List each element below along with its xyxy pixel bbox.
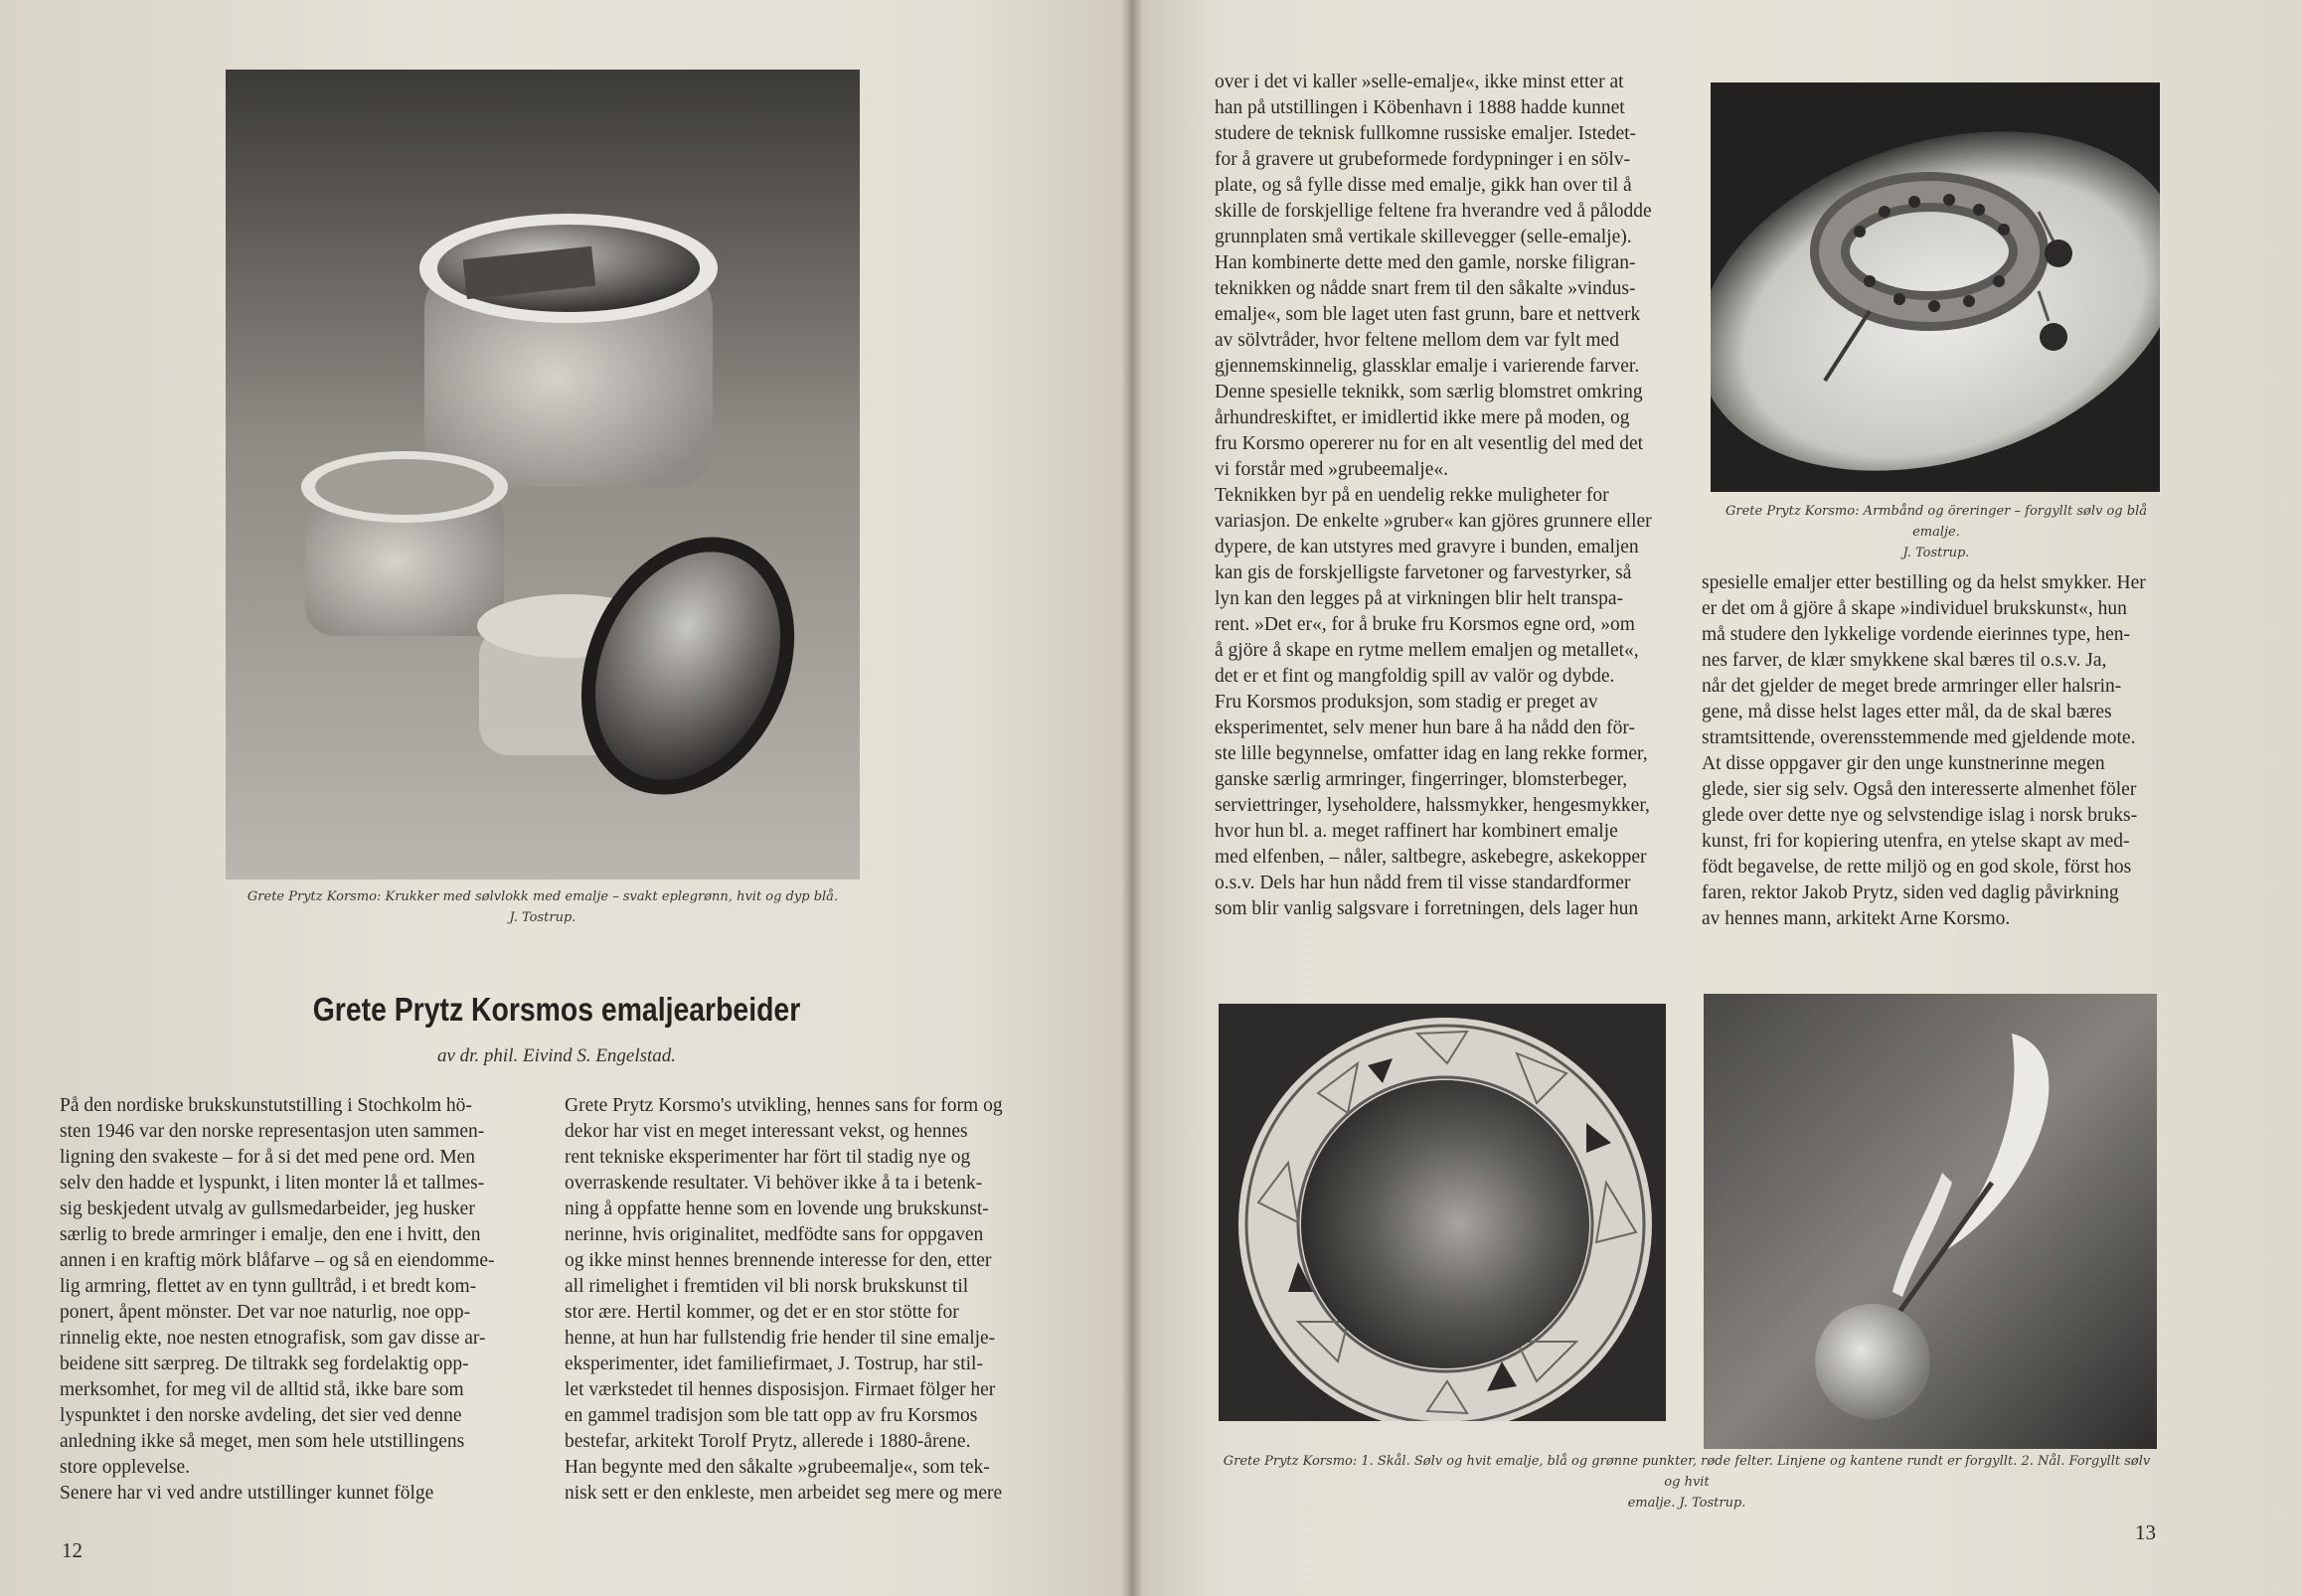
bracelet-illustration <box>1711 82 2160 492</box>
book-gutter <box>1121 0 1143 1596</box>
article-title: Grete Prytz Korsmos emaljearbeider <box>312 991 801 1028</box>
article-byline: av dr. phil. Eivind S. Engelstad. <box>436 1045 677 1066</box>
article-column-2: Grete Prytz Korsmo's utvikling, hennes sans for form og dekor har vist en meget interessant vekst, og hennes rent tekniske eksperimenter har fört til stadig nye og overraskende resultater. Vi behöver ikke å ta i betenk- ning å oppfatte henne som en lovende ung brukskunst- nerinne, hvis originalitet, medfödte sans for oppgaven og ikke minst hennes brennende interesse for den, etter all rimelighet i fremtiden vil bli norsk brukskunst til stor ære. Hertil kommer, og det er en stor stötte for henne, at hun har fullstendig frie hender til sine emalje- eksperimenter, idet familiefirmaet, J. Tostrup, har stil- let værkstedet til hennes disposisjon. Firmaet fölger her en gammel tradisjon som ble tatt opp av fru Korsmos bestefar, arkitekt Torolf Prytz, allerede i 1880-årene. Han begynte med den såkalte »grubeemalje«, som tek- nisk sett er den enkleste, men arbeidet seg mere og mere <box>565 1095 1003 1504</box>
article-column-4: spesielle emaljer etter bestilling og da helst smykker. Her er det om å gjöre å skape »individuel brukskunst«, hun må studere den lykkelige vordende eierinnes type, hen- nes farver, de klær smykkene skal bæres til o.s.v. Ja, når det gjelder de meget brede armringer eller halsrin- gene, må disse helst lages etter mål, da de skal bæres stramtsittende, overensstemmende med gjeldende mote. At disse oppgaver gir den unge kunstnerinne megen glede, sier sig selv. Også den interesserte almenhet föler glede over dette nye og selvstendige islag i norsk bruks- kunst, fri for kopiering utenfra, en ytelse skapt av med- födt begavelse, de rette miljö og en god skole, först hos faren, rektor Jakob Prytz, siden ved daglig påvirkning av hennes mann, arkitekt Arne Korsmo. <box>1702 572 2146 929</box>
photo-enamel-bowl <box>1219 1004 1666 1421</box>
bowl-illustration <box>1219 1004 1666 1421</box>
photo-bracelet-caption: Grete Prytz Korsmo: Armbånd og öreringer – forgyllt sølv og blå emalje. J. Tostrup. <box>1725 504 2147 560</box>
photo-jars-caption: Grete Prytz Korsmo: Krukker med sølvlokk med emalje – svakt eplegrønn, hvit og dyp blå. J. Tostrup. <box>247 889 839 925</box>
photo-enamel-jars <box>226 70 860 879</box>
photo-bracelet-earrings <box>1711 82 2160 492</box>
brooch-illustration <box>1704 994 2157 1449</box>
jars-illustration <box>226 70 860 879</box>
article-column-3: over i det vi kaller »selle-emalje«, ikke minst etter at han på utstillingen i Köbenhavn i 1888 hadde kunnet studere de teknisk fullkomne russiske emaljer. Istedet- for å gravere ut grubeformede fordypninger i en sölv- plate, og så fylle disse med emalje, gikk han over til å skille de forskjellige feltene fra hverandre ved å pålodde grunnplaten små vertikale skillevegger (selle-emalje). Han kombinerte dette med den gamle, norske filigran- teknikken og nådde snart frem til den såkalte »vindus- emalje«, som ble laget uten fast grunn, bare et nettverk av sölvtråder, hvor feltene mellom dem var fylt med gjennemskinnelig, glassklar emalje i varierende farver. Denne spesielle teknikk, som særlig blomstret omkring århundreskiftet, er imidlertid ikke mere på moden, og fru Korsmo opererer nu for en alt vesentlig del med det vi forstår med »grubeemalje«. Teknikken byr på en uendelig rekke muligheter for variasjon. De enkelte »gruber« kan gjöres grunnere eller dypere, de kan utstyres med gravyre i bunden, emaljen kan gis de forskjelligste farvetoner og farvestyrker, så lyn kan den legges på at virkningen blir helt transpa- rent. »Det er«, for å bruke fru Korsmos egne ord, »om å gjöre å skape en rytme mellem emaljen og metallet«, det er et fint og mangfoldig spill av valör og dybde. Fru Korsmos produksjon, som stadig er preget av eksperimentet, selv mener hun bare å ha nådd den för- ste lille begynnelse, omfatter idag en lang rekke former, ganske særlig armringer, fingerringer, blomsterbeger, serviettringer, lyseholdere, halssmykker, hengesmykker, hvor hun bl. a. meget raffinert har kombinert emalje med elfenben, – nåler, saltbegre, askebegre, askekopper o.s.v. Dels har hun nådd frem til visse standardformer som blir vanlig salgsvare i forretningen, dels lager hun <box>1215 72 1652 919</box>
left-page <box>0 0 1131 1596</box>
page-number-left: 12 <box>62 1538 82 1562</box>
photo-bowl-brooch-caption: Grete Prytz Korsmo: 1. Skål. Sølv og hvit emalje, blå og grønne punkter, røde felter. Linjene og kantene rundt er forgyllt. 2. Nål. Forgyllt sølv og hvit emalje. J. Tostrup. <box>1223 1454 2151 1511</box>
article-column-1: På den nordiske brukskunstutstilling i Stochkolm hö- sten 1946 var den norske representasjon uten sammen- ligning den svakeste – for å si det med pene ord. Men selv den hadde et lyspunkt, i liten monter lå et tallmes- sig beskjedent utvalg av gullsmedarbeider, jeg husker særlig to brede armringer i emalje, den ene i hvitt, den annen i en kraftig mörk blåfarve – og så en eiendomme- lig armring, flettet av en tynn gulltråd, i et bredt kom- ponert, åpent mönster. Det var noe naturlig, noe opp- rinnelig ekte, noe nesten etnografisk, som gav disse ar- beidene sitt særpreg. De tiltrakk seg fordelaktig opp- merksomhet, for meg vil de alltid stå, ikke bare som lyspunktet i den norske avdeling, det sier ved denne anledning ikke så meget, men som hele utstillingens store opplevelse. Senere har vi ved andre utstillinger kunnet fölge <box>60 1095 495 1504</box>
right-page <box>1131 0 2302 1596</box>
photo-enamel-brooch <box>1704 994 2157 1449</box>
page-number-right: 13 <box>2135 1520 2156 1544</box>
